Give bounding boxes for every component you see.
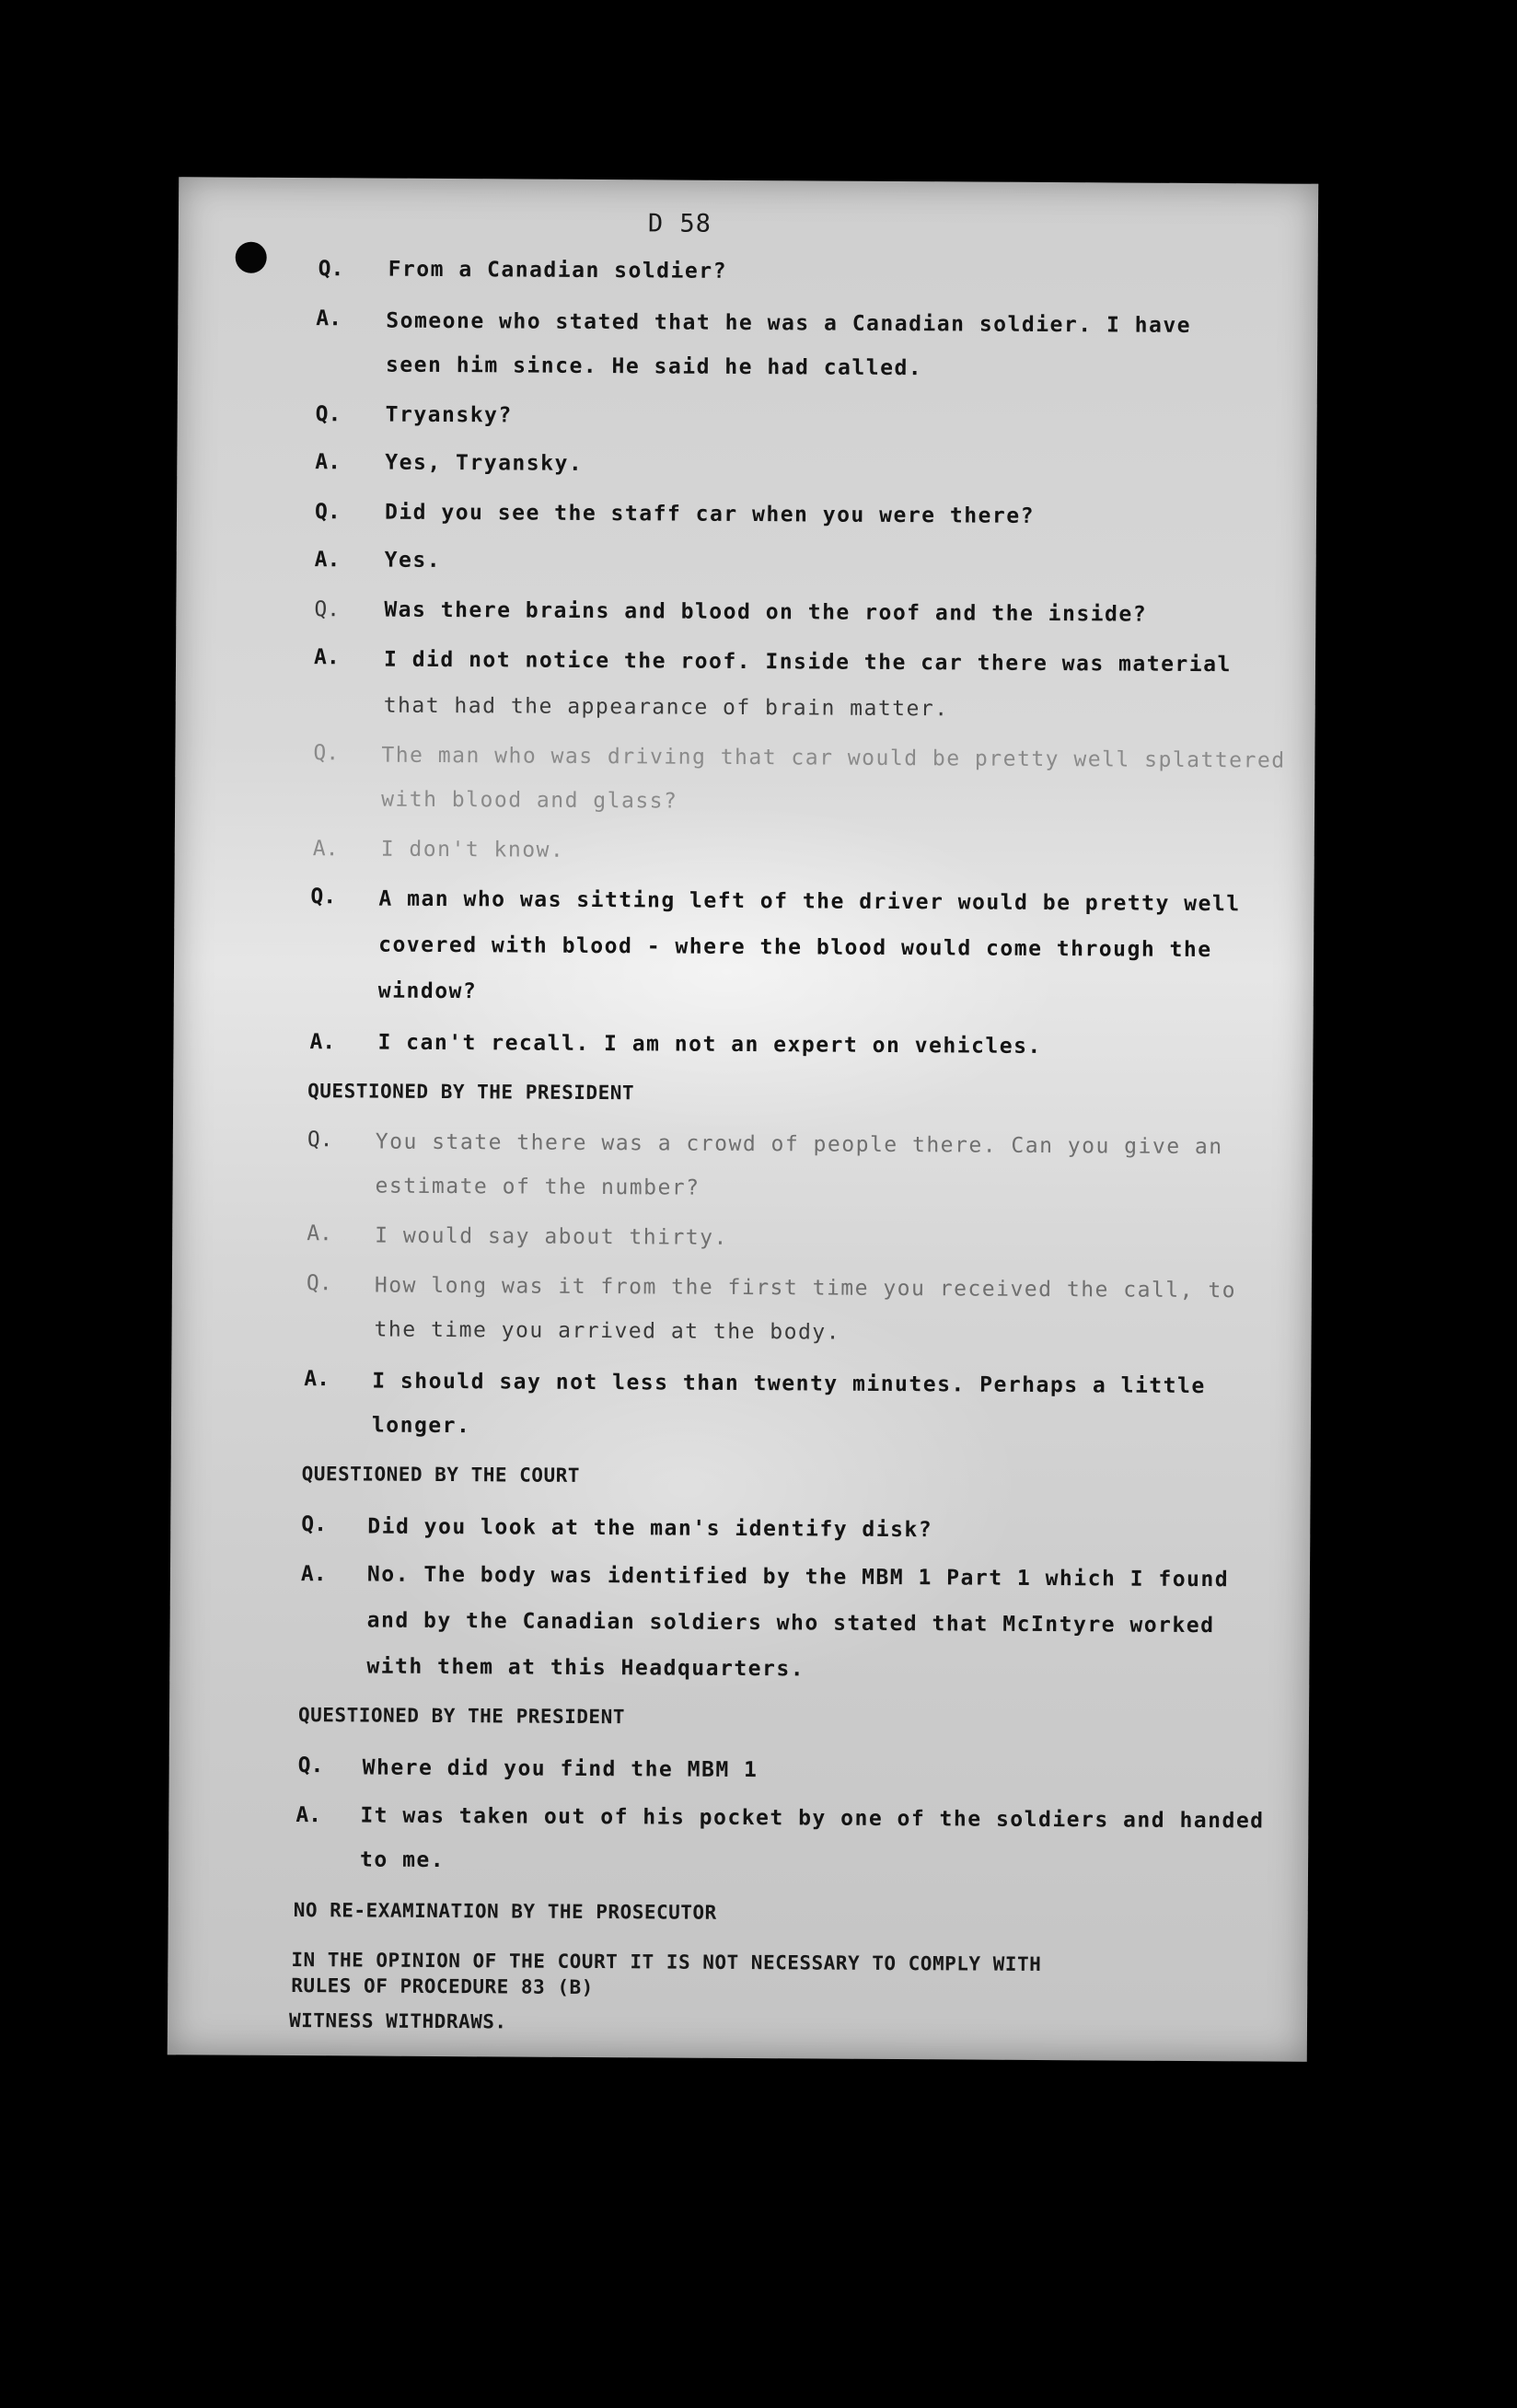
closing-note: WITNESS WITHDRAWS.	[288, 2009, 507, 2033]
answer-text: and by the Canadian soldiers who stated that McIntyre worked	[366, 1608, 1215, 1638]
question-text: You state there was a crowd of people there. Can you give an	[375, 1129, 1223, 1160]
question-text: estimate of the number?	[375, 1174, 701, 1200]
answer-text: No. The body was identified by the MBM 1 Part 1 which I found	[366, 1562, 1230, 1592]
question-text: Did you look at the man's identify disk?	[367, 1514, 933, 1543]
tag-q: Q.	[313, 741, 340, 766]
answer-text: with them at this Headquarters.	[366, 1654, 805, 1682]
answer-text: Someone who stated that he was a Canadian soldier. I have	[386, 308, 1192, 338]
question-text: How long was it from the first time you received the call, to	[374, 1273, 1237, 1303]
page-number: D 58	[647, 209, 712, 238]
answer-text: Yes.	[384, 548, 442, 573]
answer-text: Yes, Tryansky.	[385, 450, 584, 476]
answer-text: I can't recall. I am not an expert on vehicles.	[377, 1030, 1042, 1059]
tag-a: A.	[304, 1367, 330, 1392]
tag-q: Q.	[310, 885, 337, 909]
punch-hole	[236, 242, 267, 273]
answer-text: I should say not less than twenty minutes. Perhaps a little	[372, 1369, 1206, 1399]
question-text: window?	[377, 978, 478, 1004]
tag-q: Q.	[307, 1128, 333, 1152]
answer-text: seen him since. He said he had called.	[385, 353, 923, 381]
tag-q: Q.	[301, 1512, 328, 1537]
question-text: Tryansky?	[385, 402, 513, 428]
answer-text: I did not notice the roof. Inside the car there was material	[383, 647, 1232, 677]
section-heading: QUESTIONED BY THE PRESIDENT	[307, 1080, 635, 1105]
section-heading: QUESTIONED BY THE COURT	[301, 1463, 581, 1487]
question-text: Did you see the staff car when you were there?	[384, 500, 1036, 528]
section-heading: QUESTIONED BY THE PRESIDENT	[297, 1704, 625, 1729]
tag-q: Q.	[306, 1271, 332, 1296]
answer-text: I don't know.	[380, 837, 565, 862]
tag-a: A.	[313, 645, 340, 670]
question-text: The man who was driving that car would be pretty well splattered	[381, 743, 1286, 773]
tag-a: A.	[316, 307, 342, 331]
answer-text: I would say about thirty.	[375, 1223, 728, 1250]
question-text: Where did you find the MBM 1	[362, 1755, 758, 1783]
tag-a: A.	[309, 1030, 336, 1055]
tag-a: A.	[315, 450, 342, 475]
tag-q: Q.	[315, 402, 342, 427]
tag-a: A.	[307, 1221, 333, 1246]
closing-note: IN THE OPINION OF THE COURT IT IS NOT NECESSARY TO COMPLY WITH	[291, 1949, 1042, 1975]
tag-q: Q.	[314, 597, 341, 622]
tag-q: Q.	[318, 257, 344, 282]
typewritten-page	[168, 177, 1318, 2062]
tag-a: A.	[295, 1803, 322, 1828]
answer-text: It was taken out of his pocket by one of the soldiers and handed	[360, 1803, 1265, 1834]
closing-note: RULES OF PROCEDURE 83 (B)	[291, 1974, 594, 1999]
question-text: A man who was sitting left of the driver would be pretty well	[378, 886, 1241, 917]
tag-a: A.	[312, 837, 339, 862]
answer-text: longer.	[371, 1413, 471, 1439]
closing-note: NO RE-EXAMINATION BY THE PROSECUTOR	[293, 1899, 717, 1924]
tag-q: Q.	[314, 500, 341, 525]
question-text: From a Canadian soldier?	[388, 257, 728, 284]
answer-text: to me.	[359, 1847, 446, 1873]
question-text: the time you arrived at the body.	[374, 1317, 841, 1345]
tag-q: Q.	[297, 1754, 324, 1778]
question-text: covered with blood - where the blood would come through the	[378, 932, 1212, 963]
question-text: with blood and glass?	[381, 787, 678, 814]
tag-a: A.	[314, 548, 341, 573]
answer-text: that had the appearance of brain matter.	[383, 693, 949, 722]
question-text: Was there brains and blood on the roof and the inside?	[384, 597, 1148, 627]
tag-a: A.	[300, 1562, 327, 1587]
